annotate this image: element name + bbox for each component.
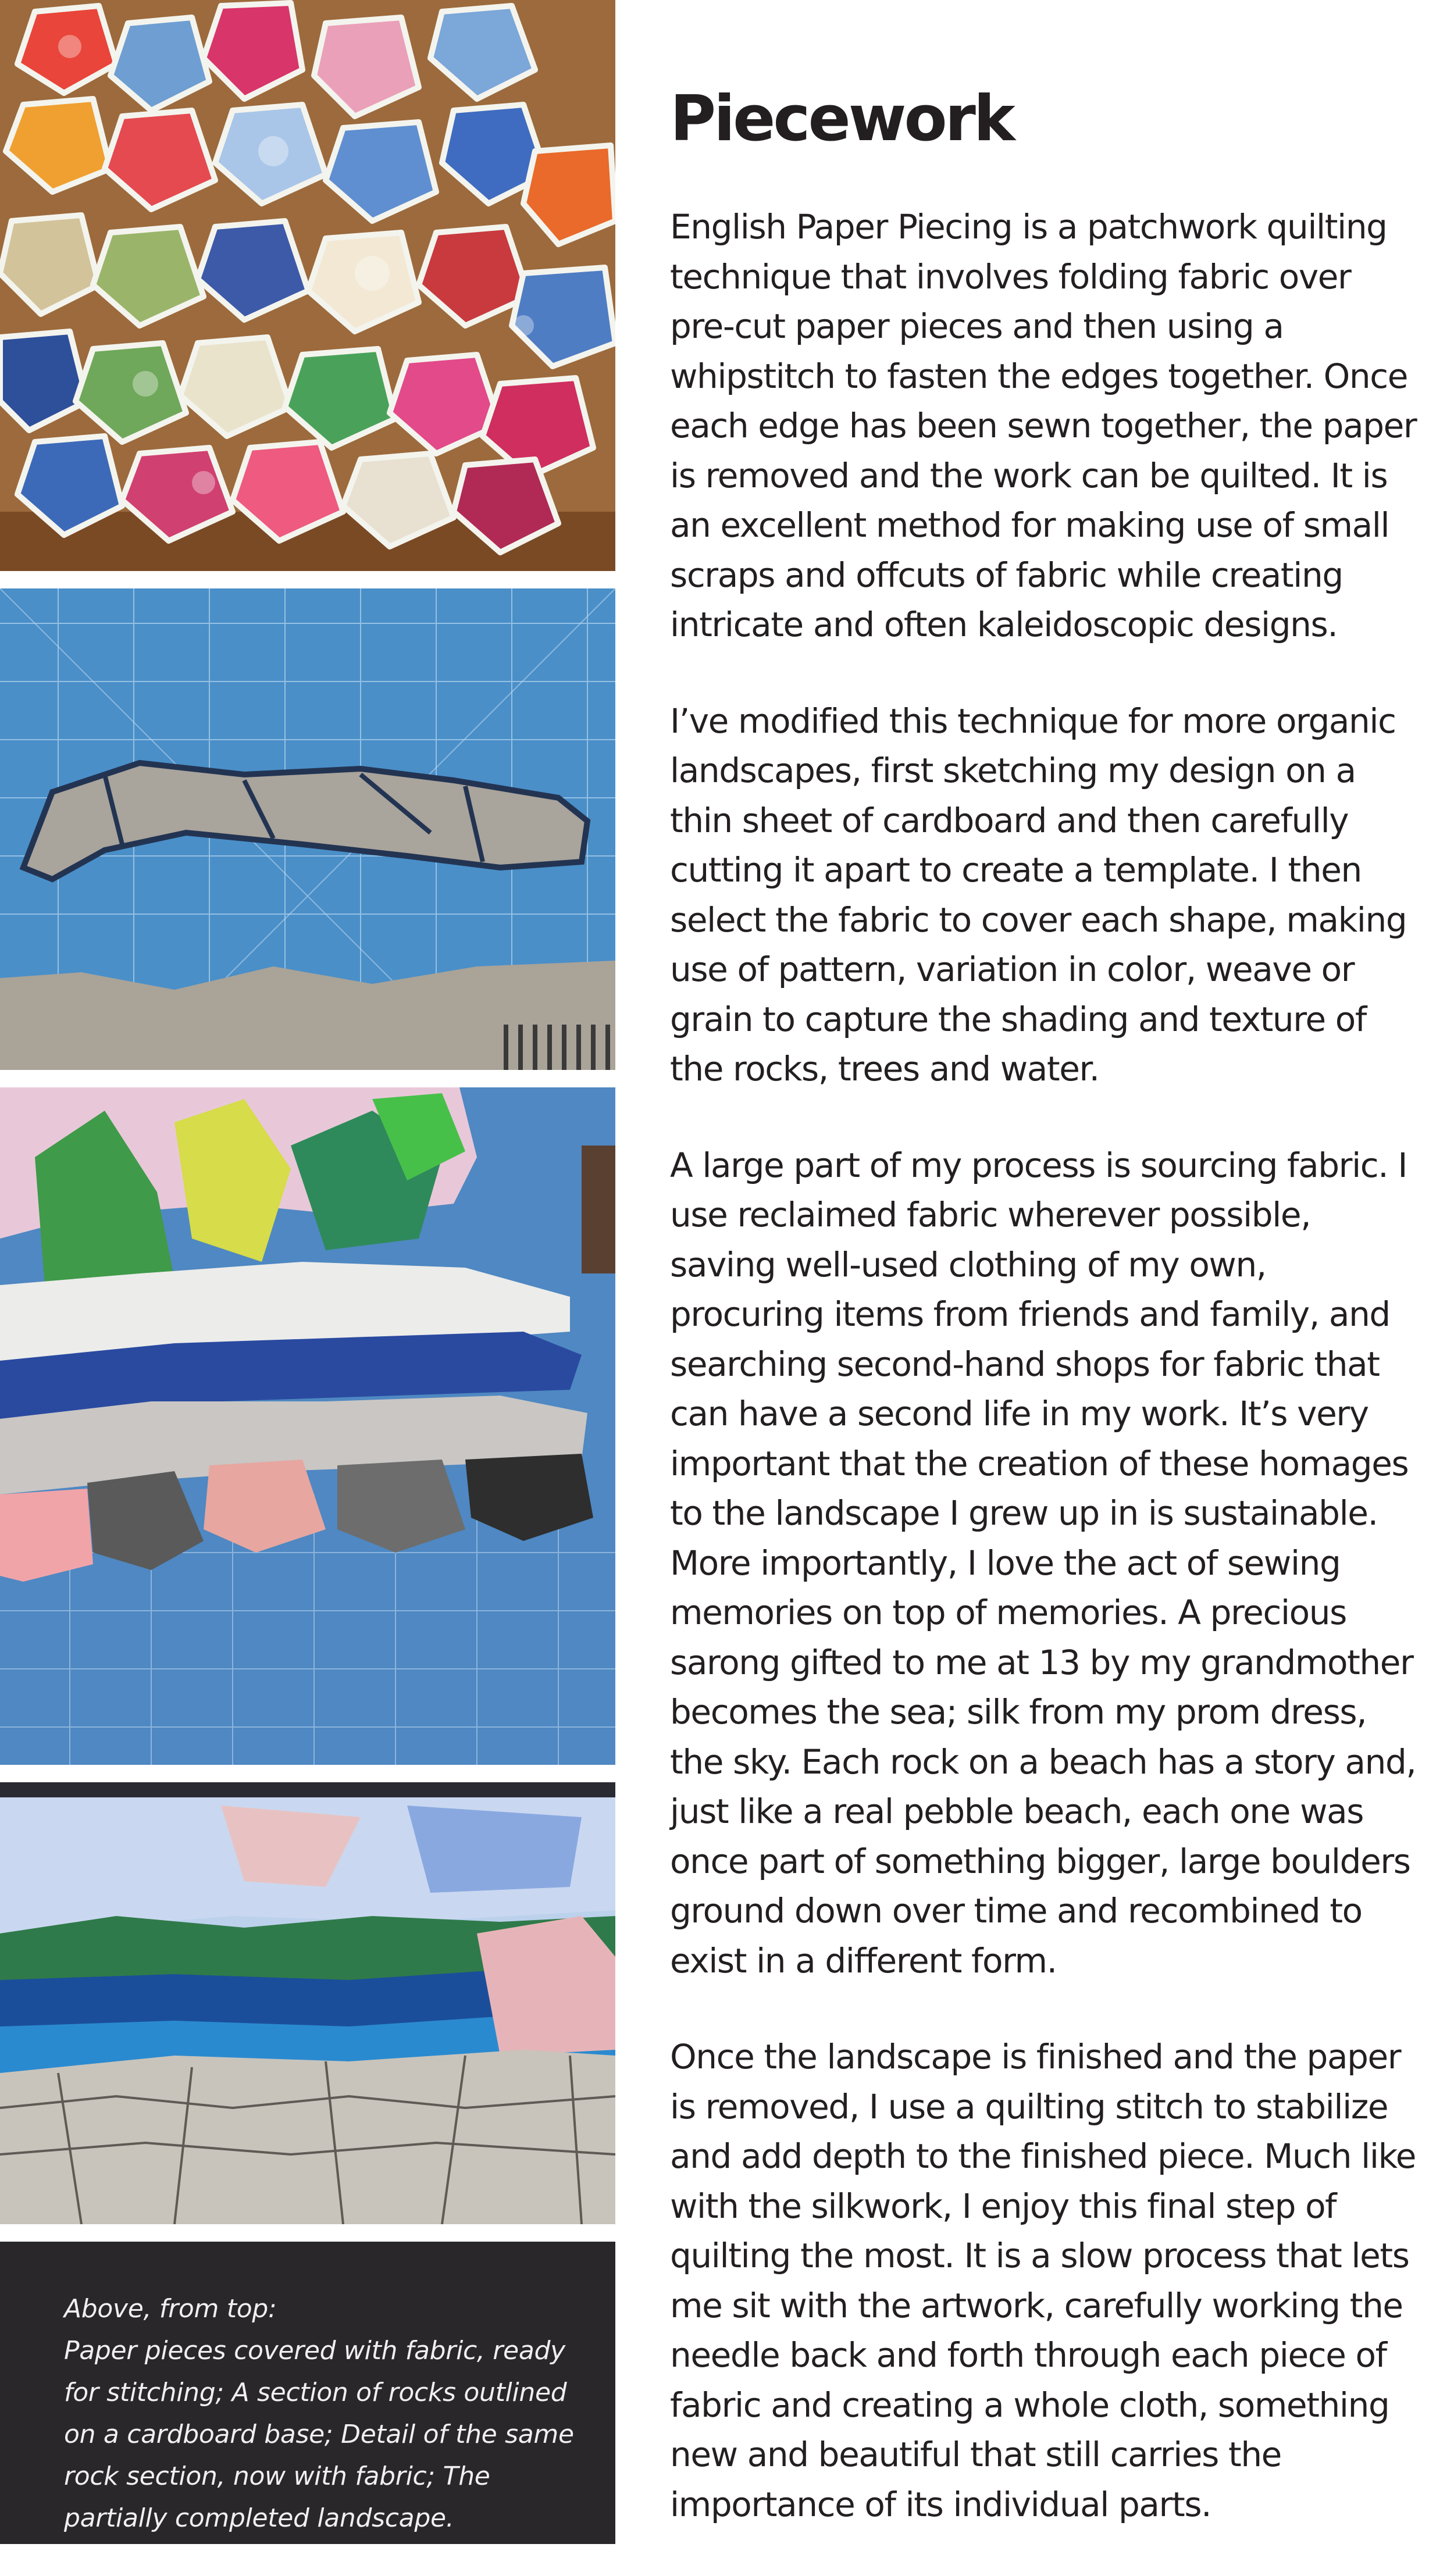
caption-box	[0, 2242, 615, 2544]
photo-partial-landscape	[0, 1782, 615, 2224]
photo-column	[0, 0, 615, 2544]
article	[670, 81, 1420, 2576]
paragraph-3: A large part of my process is sourcing fabric. I use reclaimed fabric wherever possible, saving well-used clothing of my own, procuring items from friends and family, and searching second-hand shops for fabric that can have a second life in my work. It’s very important that the creation of these homages to the landscape I grew up in is sustainable. More importantly, I love the act of sewing memories on top of memories. A precious sarong gifted to me at 13 by my grandmother becomes the sea; silk from my prom dress, the sky. Each rock on a beach has a story and, just like a real pebble beach, each one was once part of something bigger, large boulders ground down over time and recombined to exist in a different form.	[670, 1145, 1416, 1981]
photo-rock-section-fabric	[0, 1087, 615, 1765]
article-title: Piecework	[670, 83, 1013, 155]
paragraph-1: English Paper Piecing is a patchwork quilting technique that involves folding fabric over pre-cut paper pieces and then using a whipstitch to fasten the edges together. Once each edge has been sewn together, the paper is removed and the work can be quilted. It is an excellent method for making use of small scraps and offcuts of fabric while creating intricate and often kaleidoscopic designs.	[670, 207, 1417, 644]
photo-caption: Above, from top: Paper pieces covered with fabric, ready for stitching; A section of rocks outlined on a cardboard base; Detail of the same rock section, now with fabric; The partially completed landscape.	[64, 2294, 574, 2533]
photo-cardboard-template	[0, 588, 615, 1070]
paragraph-2: I’ve modified this technique for more organic landscapes, first sketching my design on a thin sheet of cardboard and then carefully cutting it apart to create a template. I then select the fabric to cover each shape, making use of pattern, variation in color, weave or grain to capture the shading and texture of the rocks, trees and water.	[670, 701, 1407, 1089]
paragraph-4: Once the landscape is finished and the paper is removed, I use a quilting stitch to stabilize and add depth to the finished piece. Much like with the silkwork, I enjoy this final step of quilting the most. It is a slow process that lets me sit with the artwork, carefully working the needle back and forth through each piece of fabric and creating a whole cloth, something new and beautiful that still carries the importance of its individual parts.	[670, 2037, 1416, 2524]
photo-fabric-pieces	[0, 0, 615, 571]
